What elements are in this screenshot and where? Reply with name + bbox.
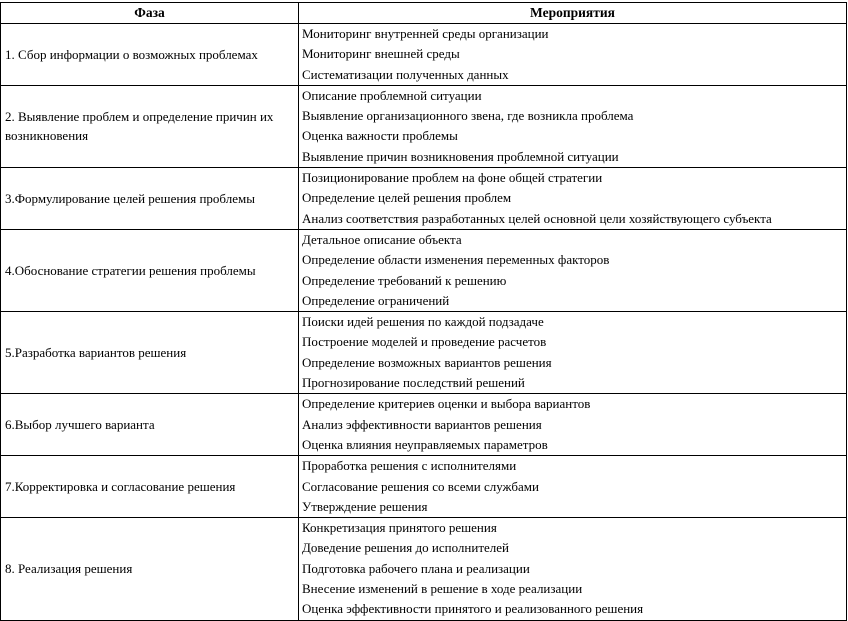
phase-cell: 6.Выбор лучшего варианта <box>1 394 299 456</box>
actions-cell <box>299 312 847 394</box>
actions-cell <box>299 394 847 456</box>
phase-cell: 7.Корректировка и согласование решения <box>1 456 299 518</box>
action-item: Определение ограничений <box>302 292 450 308</box>
table-row <box>1 24 847 86</box>
table-row <box>1 312 847 394</box>
table-row <box>1 518 847 620</box>
phase-cell: 1. Сбор информации о возможных проблемах <box>1 24 299 86</box>
actions-cell <box>299 229 847 311</box>
action-item: Доведение решения до исполнителей <box>302 540 509 556</box>
phase-cell: 4.Обоснование стратегии решения проблемы <box>1 229 299 311</box>
document-page <box>0 2 847 621</box>
action-item: Анализ эффективности вариантов решения <box>302 416 542 432</box>
action-item: Систематизации полученных данных <box>302 66 509 82</box>
action-item: Позиционирование проблем на фоне общей стратегии <box>302 170 603 186</box>
table-row <box>1 229 847 311</box>
action-item: Утверждение решения <box>302 498 428 514</box>
actions-cell <box>299 518 847 620</box>
table-row <box>1 456 847 518</box>
action-item: Оценка эффективности принятого и реализованного решения <box>302 601 644 617</box>
action-item: Подготовка рабочего плана и реализации <box>302 560 530 576</box>
table-row <box>1 85 847 167</box>
action-item: Поиски идей решения по каждой подзадаче <box>302 314 544 330</box>
actions-cell <box>299 85 847 167</box>
table-body <box>1 24 847 621</box>
action-item: Оценка влияния неуправляемых параметров <box>302 436 548 452</box>
header-actions: Мероприятия <box>299 3 847 24</box>
action-item: Анализ соответствия разработанных целей основной цели хозяйствующего субъекта <box>302 210 772 226</box>
phase-cell: 3.Формулирование целей решения проблемы <box>1 168 299 230</box>
action-item: Согласование решения со всеми службами <box>302 478 539 494</box>
table-row <box>1 394 847 456</box>
action-item: Оценка важности проблемы <box>302 128 458 144</box>
phase-cell: 5.Разработка вариантов решения <box>1 312 299 394</box>
action-item: Конкретизация принятого решения <box>302 520 497 536</box>
actions-cell <box>299 456 847 518</box>
action-item: Определение области изменения переменных факторов <box>302 252 610 268</box>
action-item: Определение критериев оценки и выбора вариантов <box>302 396 591 412</box>
action-item: Мониторинг внутренней среды организации <box>302 26 549 41</box>
actions-cell <box>299 168 847 230</box>
action-item: Определение требований к решению <box>302 272 507 288</box>
action-item: Мониторинг внешней среды <box>302 46 460 62</box>
header-row <box>1 3 847 24</box>
table-row <box>1 168 847 230</box>
action-item: Внесение изменений в решение в ходе реализации <box>302 581 583 597</box>
action-item: Описание проблемной ситуации <box>302 87 482 103</box>
action-item: Проработка решения с исполнителями <box>302 458 517 474</box>
actions-cell <box>299 24 847 86</box>
action-item: Прогнозирование последствий решений <box>302 375 525 391</box>
action-item: Определение целей решения проблем <box>302 190 512 206</box>
action-item: Выявление причин возникновения проблемной ситуации <box>302 148 619 164</box>
action-item: Выявление организационного звена, где возникла проблема <box>302 108 634 124</box>
action-item: Детальное описание объекта <box>302 231 462 247</box>
phase-cell: 2. Выявление проблем и определение причин их возникновения <box>1 85 299 167</box>
phases-table <box>0 2 847 621</box>
action-item: Построение моделей и проведение расчетов <box>302 334 547 350</box>
header-phase: Фаза <box>1 3 299 24</box>
phase-cell: 8. Реализация решения <box>1 518 299 620</box>
action-item: Определение возможных вариантов решения <box>302 354 552 370</box>
